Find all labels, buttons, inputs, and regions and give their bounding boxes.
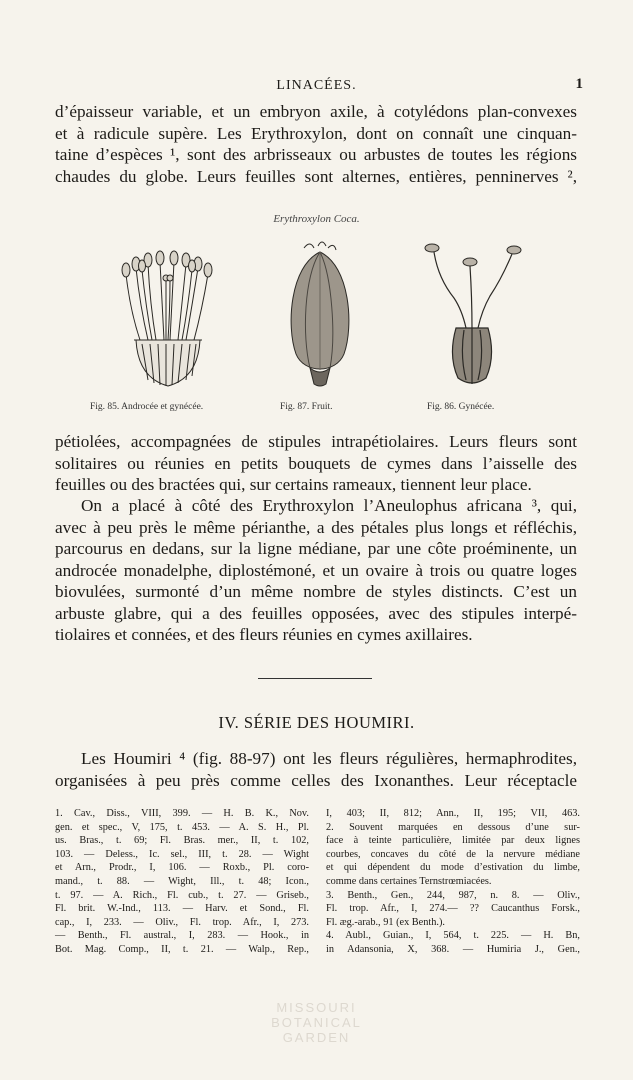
text-line: pétiolées, accompagnées de stipules intrapétiolaires. Leurs fleurs sont	[55, 432, 577, 451]
figure-caption: Fig. 87. Fruit.	[280, 402, 333, 412]
footnotes-left-column	[55, 807, 309, 957]
footnote-line: t. 97. — A. Rich., Fl. cub., t. 27. — Griseb.,	[55, 889, 309, 901]
footnote-line: gen. et spec., V, 175, t. 453. — A. S. H., Pl.	[55, 821, 309, 833]
figure-caption: Fig. 86. Gynécée.	[427, 402, 495, 412]
footnote-line: 103. — Deless., Ic. sel., III, t. 28. — Wight	[55, 848, 309, 860]
footnote-line: 3. Benth., Gen., 244, 987, n. 8. — Oliv.,	[326, 889, 580, 901]
footnote-line: Fl. trop. Afr., I, 274.— ?? Caucanthus Forsk.,	[326, 903, 580, 915]
footnote-line: cap., I, 233. — Oliv., Fl. trop. Afr., I, 273.	[55, 916, 309, 928]
figure-caption: Fig. 85. Androcée et gynécée.	[90, 402, 204, 412]
footnote-line: — Benth., Fl. austral., I, 283. — Hook., in	[55, 930, 309, 942]
footnote-line: Fl. æg.-arab., 91 (ex Benth.).	[326, 916, 445, 928]
section-title: IV. SÉRIE DES HOUMIRI.	[218, 713, 415, 732]
footnote-line: face à teinte particulière, limitée par deux lignes	[326, 835, 580, 847]
footnote-line: Fl. brit. W.-Ind., 113. — Harv. et Sond., Fl.	[55, 903, 309, 915]
footnote-line: courbes, concaves du côté de la nervure médiane	[326, 848, 580, 860]
figure-title: Erythroxylon Coca.	[273, 213, 360, 225]
paragraph-1	[55, 101, 577, 187]
text-line: d’épaisseur variable, et un embryon axile, à cotylédons plan-convexes	[55, 102, 577, 121]
footnote-line: Bot. Mag. Comp., II, t. 21. — Walp., Rep.,	[55, 943, 309, 955]
footnote-line: us. Bras., t. 69; Fl. Bras. mer., II, t. 102,	[55, 835, 309, 847]
text-line: solitaires ou réunies en petits bouquets de cymes dans l’aisselle des	[55, 453, 577, 473]
footnote-line: in Adansonia, X, 368. — Humiria J., Gen.,	[326, 943, 580, 955]
footnote-line: mand., t. 88. — Wight, Ill., t. 48; Icon.,	[55, 875, 309, 887]
text-line: avec à peu près le même périanthe, a des pétales plus longs et réfléchis,	[55, 517, 577, 537]
watermark-line: MISSOURI	[276, 1000, 357, 1015]
footnote-line: 1. Cav., Diss., VIII, 399. — H. B. K., Nov.	[55, 808, 309, 819]
footnote-line: comme dans certaines Ternstrœmiacées.	[326, 875, 492, 887]
section-divider	[258, 678, 372, 679]
footnote-line: et Arn., Prodr., I, 106. — Roxb., Pl. coro-	[55, 862, 309, 874]
text-line: feuilles ou des bractées qui, sur certains rameaux, tiennent leur place.	[55, 475, 532, 494]
footnote-line: 2. Souvent marquées en dessous d’une sur-	[326, 821, 580, 833]
running-head: LINACÉES.	[276, 78, 357, 93]
paragraph-4	[55, 748, 577, 791]
paragraph-2	[55, 431, 577, 496]
text-line: Les Houmiri ⁴ (fig. 88-97) ont les fleurs régulières, hermaphrodites,	[81, 749, 577, 768]
paragraph-3	[55, 495, 577, 646]
figure-androecium-gynoecium	[108, 240, 228, 390]
figure-gynoecium	[418, 238, 528, 390]
text-line: et à radicule supère. Les Erythroxylon, dont on connaît une cinquan-	[55, 123, 577, 143]
footnote-line: I, 403; II, 812; Ann., II, 195; VII, 463.	[326, 808, 580, 819]
text-line: chaudes du globe. Leurs feuilles sont alternes, entières, penninerves ²,	[55, 166, 577, 186]
text-line: On a placé à côté des Erythroxylon l’Aneulophus africana ³, qui,	[81, 496, 577, 515]
watermark-line: GARDEN	[282, 1030, 351, 1045]
text-line: organisées à peu près comme celles des Ixonanthes. Leur réceptacle	[55, 770, 577, 790]
watermark-line: BOTANICAL	[271, 1015, 362, 1030]
text-line: tiolaires et connées, et des fleurs réunies en cymes axillaires.	[55, 625, 473, 644]
figure-fruit	[270, 236, 370, 392]
footnote-line: 4. Aubl., Guian., I, 564, t. 225. — H. Bn,	[326, 930, 580, 942]
page-number: 1	[575, 76, 583, 92]
text-line: taine d’espèces ¹, sont des arbrisseaux ou arbustes de toutes les régions	[55, 145, 577, 164]
text-line: androcée monadelphe, diplostémoné, et un ovaire à trois ou quatre loges	[55, 560, 577, 580]
text-line: parcourus en dedans, sur la ligne médiane, par une côte proéminente, un	[55, 539, 577, 558]
text-line: arbuste glabre, qui a des feuilles opposées, avec des stipules interpé-	[55, 603, 577, 623]
text-line: biovulées, surmonté d’un même nombre de styles distincts. C’est un	[55, 582, 577, 601]
footnote-line: et qui dépendent du mode d’estivation du limbe,	[326, 862, 580, 874]
footnotes-right-column	[326, 807, 580, 957]
